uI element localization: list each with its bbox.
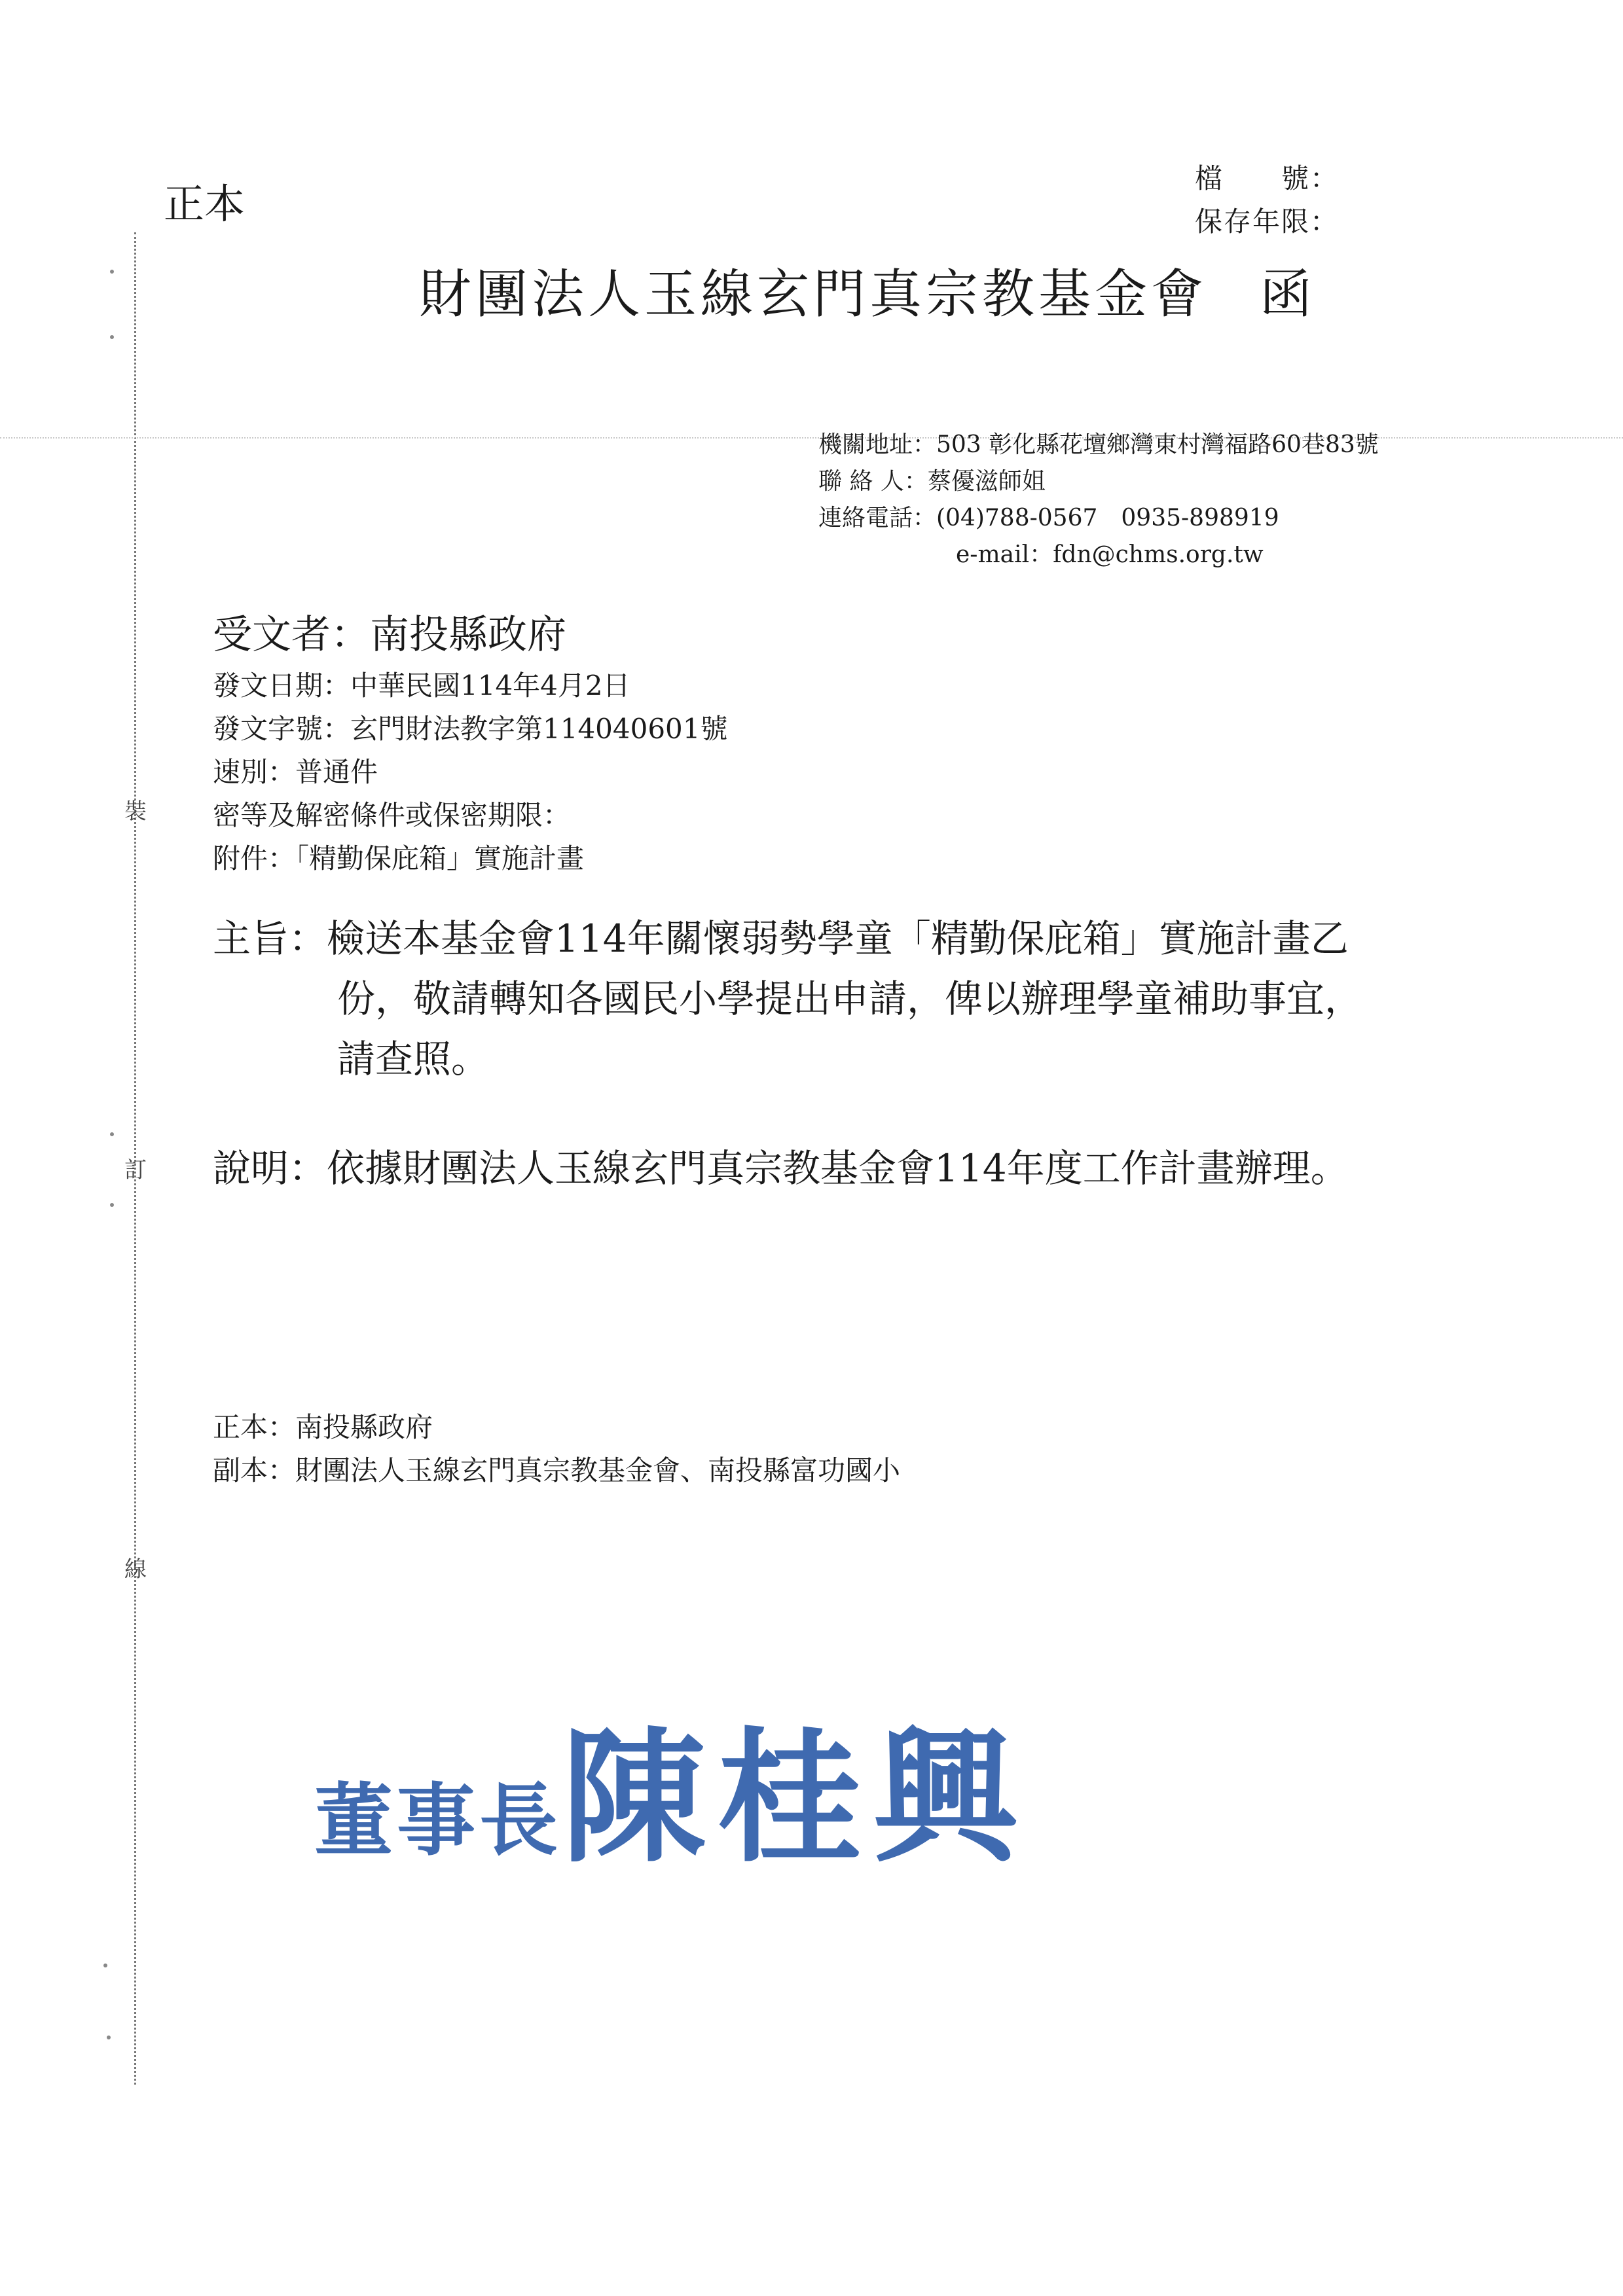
binding-char-zhuang: 裝 <box>124 798 147 825</box>
recipient: 受文者：南投縣政府 <box>213 612 566 658</box>
chairman-seal-stamp <box>314 1682 1029 1889</box>
contact-block <box>818 427 1379 573</box>
subject-section <box>213 908 1362 1089</box>
attachment: 附件：「精勤保庇箱」實施計畫 <box>213 842 585 874</box>
binding-mark <box>107 2036 111 2039</box>
binding-mark <box>103 1964 107 1967</box>
issue-date: 發文日期：中華民國114年4月2日 <box>213 670 630 702</box>
binding-char-ding: 訂 <box>124 1157 147 1183</box>
secrecy-level: 密等及解密條件或保密期限： <box>213 799 571 831</box>
contact-email: e-mail：fdn@chms.org.tw <box>956 541 1264 568</box>
binding-mark <box>110 1132 114 1136</box>
subject-line-3: 請查照。 <box>337 1037 490 1081</box>
signature-title: 董事長 <box>314 1774 562 1867</box>
contact-person: 聯 絡 人：蔡優滋師姐 <box>818 468 1046 495</box>
contact-address: 機關地址：503 彰化縣花壇鄉灣東村灣福路60巷83號 <box>818 431 1379 458</box>
binding-mark <box>110 335 114 339</box>
document-title <box>419 252 1316 327</box>
header-divider <box>0 437 1623 439</box>
copy-type-label: 正本 <box>164 180 246 228</box>
organization-name: 財團法人玉線玄門真宗教基金會 <box>419 264 1207 325</box>
file-info <box>1195 157 1339 243</box>
subject-line-1: 主旨：檢送本基金會114年關懷弱勢學童「精勤保庇箱」實施計畫乙 <box>213 916 1349 961</box>
issue-number: 發文字號：玄門財法教字第114040601號 <box>213 713 728 745</box>
retention-label: 保存年限： <box>1195 206 1340 238</box>
binding-mark <box>110 270 114 274</box>
copies-block <box>213 1406 900 1492</box>
document-type: 函 <box>1260 264 1316 325</box>
signature-name: 陳桂興 <box>562 1712 1030 1882</box>
explanation-section: 說明：依據財團法人玉線玄門真宗教基金會114年度工作計畫辦理。 <box>213 1146 1349 1191</box>
recipient-block <box>213 605 728 880</box>
contact-phone: 連絡電話：(04)788-0567 0935-898919 <box>818 505 1279 531</box>
binding-mark <box>110 1203 114 1207</box>
original-recipient: 正本：南投縣政府 <box>213 1411 433 1443</box>
delivery-speed: 速別：普通件 <box>213 756 378 788</box>
file-number-label: 檔 號： <box>1195 162 1340 194</box>
subject-line-2: 份，敬請轉知各國民小學提出申請，俾以辦理學童補助事宜， <box>337 977 1363 1021</box>
duplicate-recipients: 副本：財團法人玉線玄門真宗教基金會、南投縣富功國小 <box>213 1454 901 1486</box>
binding-char-xian: 線 <box>124 1556 147 1583</box>
